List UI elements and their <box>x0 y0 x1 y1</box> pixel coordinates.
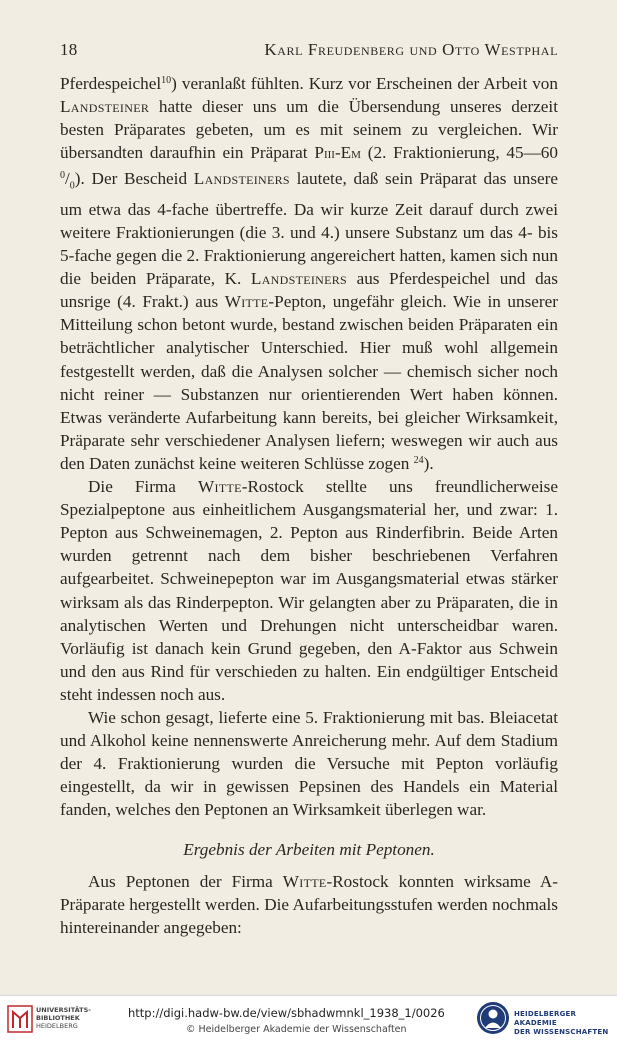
permalink-url[interactable]: http://digi.hadw-bw.de/view/sbhadwmnkl_1938_1/0026 <box>128 1006 445 1020</box>
running-title-authors: Karl Freudenberg und Otto Westphal <box>264 40 558 59</box>
body-text <box>60 72 558 939</box>
running-header <box>60 40 558 66</box>
paragraph-4: Aus Peptonen der Firma Witte-Rostock konnten wirksame A-Präparate hergestellt werden. Die Aufarbeitungsstufen werden nochmals hintereinander angegeben: <box>60 871 558 937</box>
paragraph-1: Pferdespeichel$^{10}$) veranlaßt fühlten. Kurz vor Erscheinen der Arbeit von Landsteiner hatte dieser uns um die Übersendung unseres derzeit besten Präparates gebeten, um es mit seinem zu vergleichen. Wir übersandten daraufhin ein Präparat PIII-EM (2. Fraktionierung, 45—60 $^0/_0$). Der Bescheid Landsteiners lautete, daß sein Präparat das unsere um etwa das 4-fache übertreffe. Da wir kurze Zeit darauf durch zwei weitere Fraktionierungen (die 3. und 4.) unsere Substanz um das 4- bis 5-fache gegen die 2. Fraktionierung angereichert hatten, kamen sich nun die beiden Präparate, K. Landsteiners aus Pferdespeichel und das unsrige (4. Frakt.) aus Witte-Pepton, ungefähr gleich. Wie in unserer Mitteilung schon betont wurde, bestand zwischen beiden Präparaten ein beträchtlicher analytischer Unterschied. Hier muß wohl allgemein festgestellt werden, daß die Analysen solcher — chemisch sicher noch nicht reiner — Substanzen nur orientierenden Wert haben können. Etwas veränderte Aufarbeitung kann bereits, bei gleicher Wirksamkeit, Präparate sehr verschiedener Analysen liefern; weswegen wir auch aus den Daten zunächst keine weiteren Schlüsse zogen $^{24}$). <box>60 74 558 473</box>
paragraph-2: Die Firma Witte-Rostock stellte uns freundlicherweise Spezialpeptone aus einheitlichem Ausgangsmaterial her, und zwar: 1. Pepton aus Schweinemagen, 2. Pepton aus Rinderfibrin. Beide Arten wurden getrennt nach dem bisher beschriebenen Verfahren aufgearbeitet. Schweinepepton war im Ausgangsmaterial etwas stärker wirksam als das Rinderpepton. Wir gelangten aber zu Präparaten, die in analytischen Werten und Drehungen nicht unterscheidbar waren. Vorläufig ist danach kein Grund gegeben, den A-Faktor aus Schwein und den aus Rind für verschieden zu halten. Ein endgültiger Entscheid steht indessen noch aus. <box>60 477 558 704</box>
page-number: 18 <box>60 40 78 59</box>
academy-seal-icon[interactable] <box>476 1001 510 1035</box>
copyright-notice: © Heidelberger Akademie der Wissenschaften <box>186 1024 407 1035</box>
library-name: UNIVERSITÄTS- BIBLIOTHEK HEIDELBERG <box>36 1006 91 1030</box>
paragraph-3: Wie schon gesagt, lieferte eine 5. Fraktionierung mit bas. Bleiacetat und Alkohol keine nennenswerte Anreicherung mehr. Auf dem Stadium der 4. Fraktionierung wurden die Versuche mit Pepton vorläufig eingestellt, da wir in gewissen Pepsinen des Handels ein Material fanden, welches den Peptonen an Wirksamkeit überlegen war. <box>60 707 558 820</box>
academy-name: HEIDELBERGER AKADEMIE DER WISSENSCHAFTEN <box>514 1010 609 1036</box>
viewer-footer <box>0 995 617 1042</box>
footnote-ref: 10 <box>161 75 172 86</box>
footnote-ref: 24 <box>413 454 424 466</box>
section-heading: Ergebnis der Arbeiten mit Peptonen. <box>183 840 435 860</box>
university-library-logo-icon[interactable] <box>6 1004 34 1034</box>
